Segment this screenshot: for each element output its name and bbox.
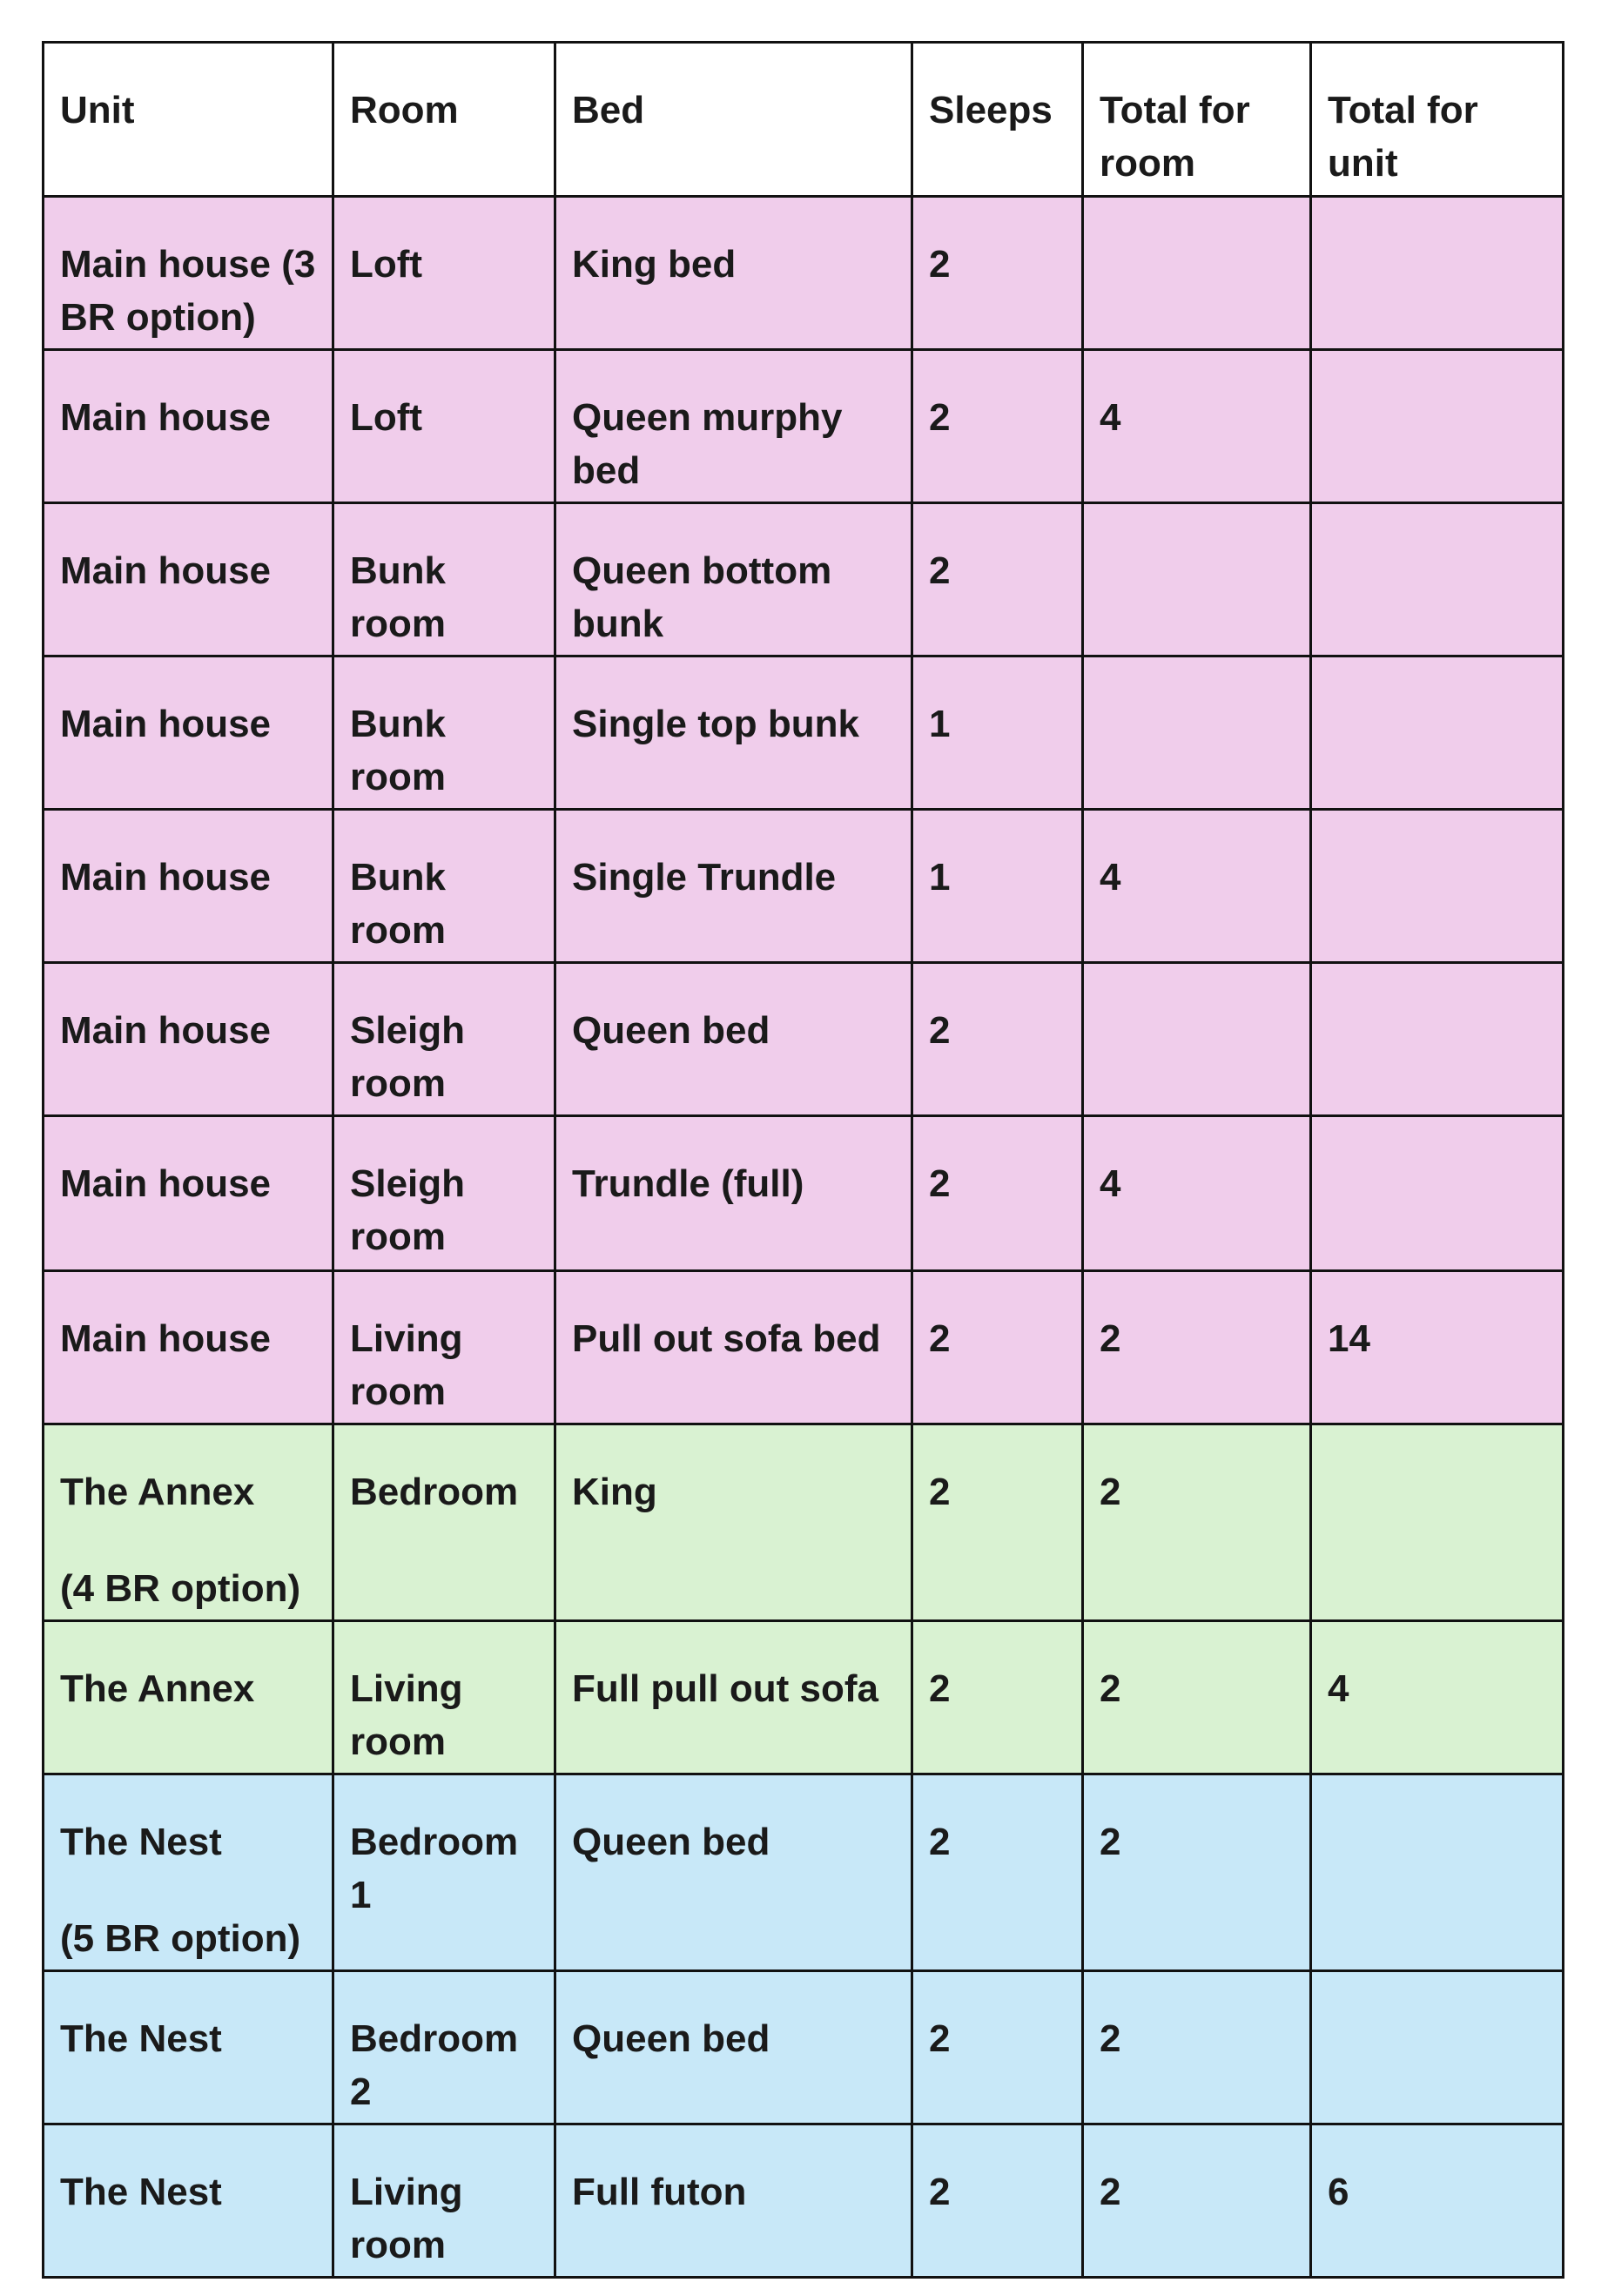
- table-row: [44, 197, 1564, 350]
- table-row: [44, 1271, 1564, 1424]
- cell-bed: Single top bunk: [555, 656, 912, 810]
- cell-total-room: 4: [1083, 810, 1311, 963]
- table-row: [44, 656, 1564, 810]
- cell-total-unit: [1311, 1116, 1564, 1271]
- cell-room: Bunk room: [333, 503, 555, 656]
- table-row: [44, 350, 1564, 503]
- cell-unit: Main house: [44, 503, 333, 656]
- table-row: [44, 810, 1564, 963]
- cell-room: Bunk room: [333, 656, 555, 810]
- cell-total-room: [1083, 197, 1311, 350]
- cell-room: Living room: [333, 1621, 555, 1774]
- spacer: [60, 1518, 316, 1562]
- cell-total-unit: [1311, 656, 1564, 810]
- cell-unit: Main house: [44, 350, 333, 503]
- cell-total-unit: 6: [1311, 2124, 1564, 2278]
- cell-sleeps: 2: [912, 350, 1083, 503]
- cell-unit: Main house: [44, 810, 333, 963]
- header-sleeps: Sleeps: [912, 43, 1083, 197]
- cell-unit: [44, 1424, 333, 1621]
- cell-sleeps: 2: [912, 1621, 1083, 1774]
- cell-room: Loft: [333, 350, 555, 503]
- header-row: [44, 43, 1564, 197]
- cell-unit: Main house (3 BR option): [44, 197, 333, 350]
- cell-bed: Queen bottom bunk: [555, 503, 912, 656]
- cell-total-unit: 14: [1311, 1271, 1564, 1424]
- cell-total-room: 4: [1083, 350, 1311, 503]
- cell-total-unit: [1311, 810, 1564, 963]
- cell-unit: The Annex: [44, 1621, 333, 1774]
- cell-total-room: 2: [1083, 1774, 1311, 1971]
- unit-name: The Annex: [60, 1471, 255, 1513]
- cell-total-room: 2: [1083, 1424, 1311, 1621]
- cell-sleeps: 2: [912, 2124, 1083, 2278]
- cell-total-room: [1083, 656, 1311, 810]
- cell-unit: [44, 1774, 333, 1971]
- table-row: [44, 1774, 1564, 1971]
- cell-sleeps: 2: [912, 1271, 1083, 1424]
- header-total-for-unit: Total for unit: [1311, 43, 1564, 197]
- header-room: Room: [333, 43, 555, 197]
- cell-unit: Main house: [44, 963, 333, 1116]
- cell-room: Bedroom 2: [333, 1971, 555, 2124]
- header-total-for-room: Total for room: [1083, 43, 1311, 197]
- cell-total-room: 2: [1083, 1971, 1311, 2124]
- cell-sleeps: 2: [912, 1424, 1083, 1621]
- cell-total-unit: [1311, 1971, 1564, 2124]
- cell-room: Sleigh room: [333, 1116, 555, 1271]
- cell-total-unit: [1311, 1424, 1564, 1621]
- cell-total-room: [1083, 503, 1311, 656]
- cell-bed: Queen bed: [555, 1971, 912, 2124]
- table-row: [44, 2124, 1564, 2278]
- cell-bed: Trundle (full): [555, 1116, 912, 1271]
- cell-bed: King: [555, 1424, 912, 1621]
- table-row: [44, 1116, 1564, 1271]
- cell-bed: King bed: [555, 197, 912, 350]
- cell-sleeps: 2: [912, 1116, 1083, 1271]
- cell-unit: Main house: [44, 1116, 333, 1271]
- cell-bed: Full futon: [555, 2124, 912, 2278]
- cell-sleeps: 1: [912, 656, 1083, 810]
- unit-option-note: (4 BR option): [60, 1567, 301, 1610]
- cell-sleeps: 1: [912, 810, 1083, 963]
- header-bed: Bed: [555, 43, 912, 197]
- cell-room: Loft: [333, 197, 555, 350]
- sleeping-arrangements-table: [42, 41, 1564, 2279]
- cell-sleeps: 2: [912, 1774, 1083, 1971]
- cell-sleeps: 2: [912, 197, 1083, 350]
- table-row: [44, 1424, 1564, 1621]
- cell-sleeps: 2: [912, 503, 1083, 656]
- cell-total-room: 2: [1083, 1271, 1311, 1424]
- cell-sleeps: 2: [912, 963, 1083, 1116]
- unit-option-note: (5 BR option): [60, 1917, 301, 1960]
- cell-bed: Queen bed: [555, 1774, 912, 1971]
- cell-total-room: 4: [1083, 1116, 1311, 1271]
- cell-room: Living room: [333, 2124, 555, 2278]
- cell-total-room: 2: [1083, 2124, 1311, 2278]
- cell-bed: Single Trundle: [555, 810, 912, 963]
- unit-name: The Nest: [60, 1821, 222, 1863]
- table-row: [44, 963, 1564, 1116]
- spacer: [60, 1868, 316, 1912]
- cell-bed: Pull out sofa bed: [555, 1271, 912, 1424]
- cell-total-unit: [1311, 1774, 1564, 1971]
- cell-room: Bedroom: [333, 1424, 555, 1621]
- cell-bed: Queen murphy bed: [555, 350, 912, 503]
- cell-unit: The Nest: [44, 1971, 333, 2124]
- cell-room: Sleigh room: [333, 963, 555, 1116]
- cell-unit: The Nest: [44, 2124, 333, 2278]
- cell-bed: Queen bed: [555, 963, 912, 1116]
- cell-total-room: 2: [1083, 1621, 1311, 1774]
- table-row: [44, 1621, 1564, 1774]
- cell-total-unit: [1311, 503, 1564, 656]
- cell-total-unit: [1311, 350, 1564, 503]
- header-unit: Unit: [44, 43, 333, 197]
- cell-total-room: [1083, 963, 1311, 1116]
- cell-total-unit: [1311, 197, 1564, 350]
- cell-sleeps: 2: [912, 1971, 1083, 2124]
- cell-unit: Main house: [44, 656, 333, 810]
- cell-total-unit: 4: [1311, 1621, 1564, 1774]
- cell-room: Bedroom 1: [333, 1774, 555, 1971]
- table-row: [44, 503, 1564, 656]
- cell-room: Living room: [333, 1271, 555, 1424]
- cell-unit: Main house: [44, 1271, 333, 1424]
- cell-bed: Full pull out sofa: [555, 1621, 912, 1774]
- cell-room: Bunk room: [333, 810, 555, 963]
- cell-total-unit: [1311, 963, 1564, 1116]
- table-row: [44, 1971, 1564, 2124]
